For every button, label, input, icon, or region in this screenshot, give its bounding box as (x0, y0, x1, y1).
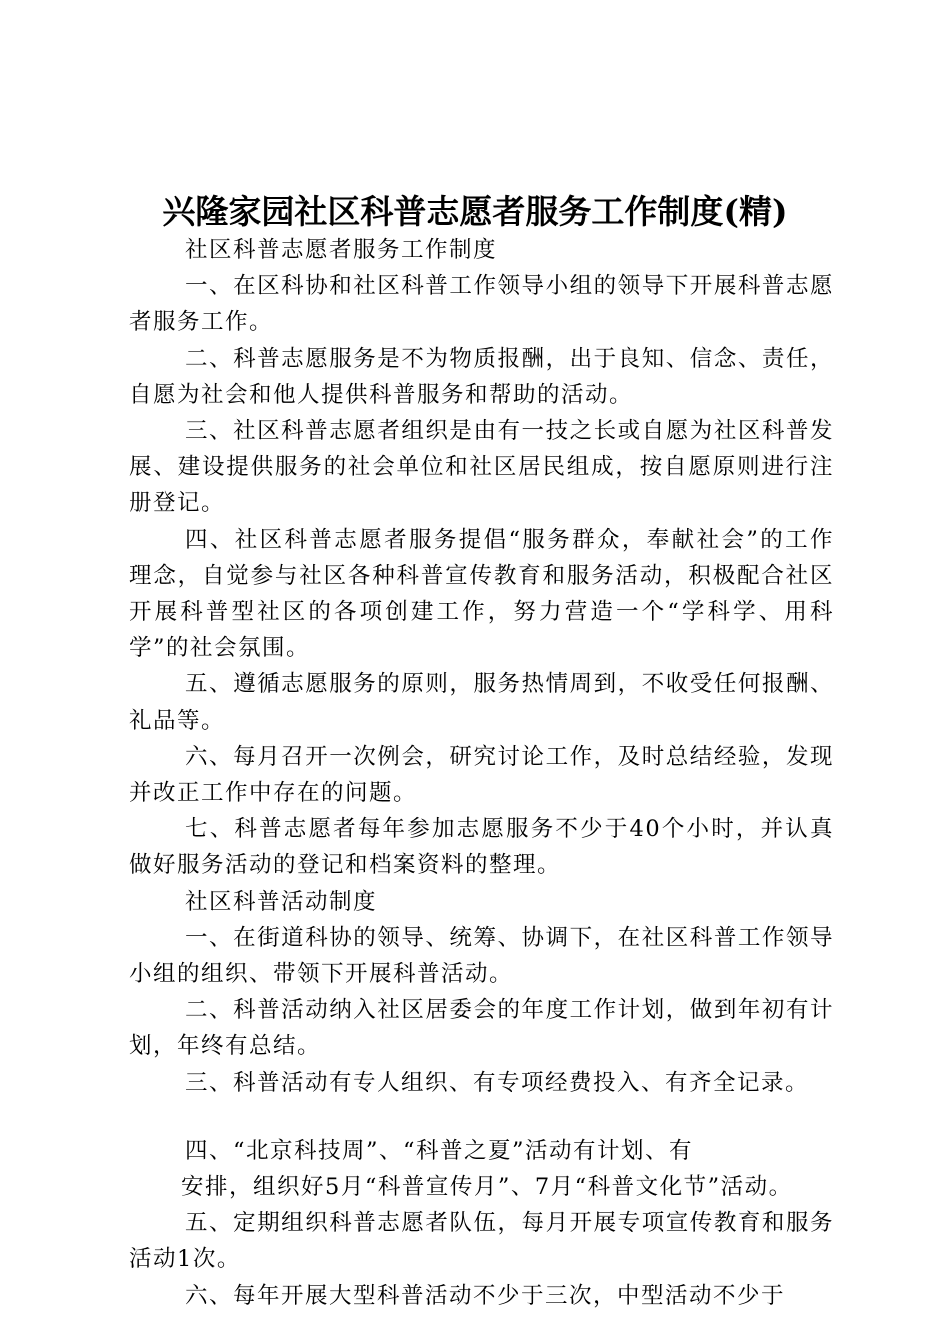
paragraph: 三、科普活动有专人组织、有专项经费投入、有齐全记录。 (185, 1069, 810, 1096)
paragraph: 三、社区科普志愿者组织是由有一技之长或自愿为社区科普发展、建设提供服务的社会单位和社区居民组成，按自愿原则进行注册登记。 (129, 418, 834, 517)
paragraph: 一、在区科协和社区科普工作领导小组的领导下开展科普志愿者服务工作。 (129, 273, 834, 336)
paragraph: 二、科普志愿服务是不为物质报酬，出于良知、信念、责任，自愿为社会和他人提供科普服务和帮助的活动。 (129, 345, 834, 408)
section-heading: 社区科普志愿者服务工作制度 (185, 237, 498, 263)
paragraph: 六、每月召开一次例会，研究讨论工作，及时总结经验，发现并改正工作中存在的问题。 (129, 743, 834, 807)
paragraph: 一、在街道科协的领导、统筹、协调下，在社区科普工作领导小组的组织、带领下开展科普活动。 (129, 924, 834, 988)
paragraph: 六、每年开展大型科普活动不少于三次，中型活动不少于 (185, 1282, 786, 1309)
section-heading: 社区科普活动制度 (185, 888, 378, 915)
paragraph: 五、定期组织科普志愿者队伍，每月开展专项宣传教育和服务活动1次。 (129, 1210, 834, 1273)
paragraph: 五、遵循志愿服务的原则，服务热情周到，不收受任何报酬、礼品等。 (129, 671, 834, 734)
paragraph: 四、社区科普志愿者服务提倡“服务群众，奉献社会”的工作理念，自觉参与社区各种科普宣传教育和服务活动，积极配合社区开展科普型社区的各项创建工作，努力营造一个“学科学、用科学”的社会氛围。 (129, 526, 834, 662)
spacer (129, 1101, 834, 1133)
document-title: 兴隆家园社区科普志愿者服务工作制度(精) (162, 192, 788, 231)
paragraph-line: 四、“北京科技周”、“科普之夏”活动有计划、有 (185, 1137, 694, 1164)
paragraph-continuation: 安排，组织好5月“科普宣传月”、7月“科普文化节”活动。 (181, 1174, 793, 1201)
paragraph: 二、科普活动纳入社区居委会的年度工作计划，做到年初有计划，年终有总结。 (129, 997, 834, 1060)
document-body (129, 232, 834, 1314)
paragraph: 七、科普志愿者每年参加志愿服务不少于40个小时，并认真做好服务活动的登记和档案资料的整理。 (129, 816, 834, 879)
